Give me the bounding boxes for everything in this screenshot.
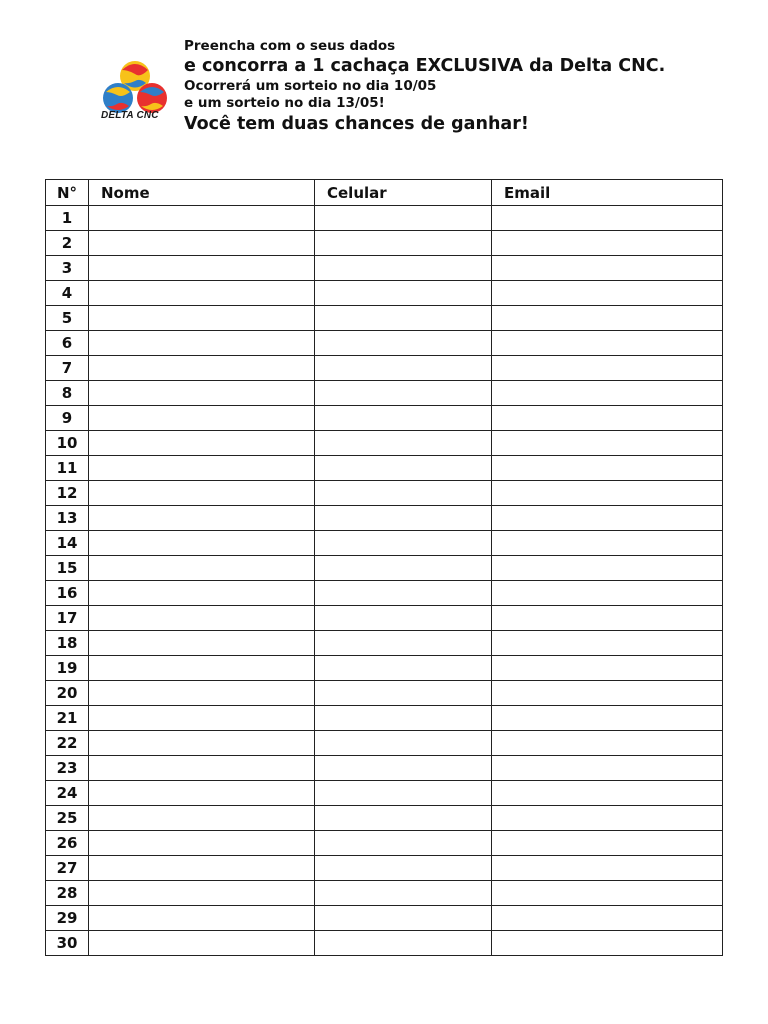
phone-cell xyxy=(315,581,492,606)
email-cell xyxy=(492,856,723,881)
phone-cell xyxy=(315,481,492,506)
phone-cell xyxy=(315,531,492,556)
email-cell xyxy=(492,206,723,231)
table-row xyxy=(46,206,723,231)
email-cell xyxy=(492,381,723,406)
table-row xyxy=(46,631,723,656)
phone-cell xyxy=(315,606,492,631)
email-cell xyxy=(492,581,723,606)
phone-cell xyxy=(315,706,492,731)
signup-table xyxy=(45,179,723,956)
email-cell xyxy=(492,506,723,531)
table-row xyxy=(46,556,723,581)
email-cell xyxy=(492,931,723,956)
column-header-phone: Celular xyxy=(315,180,492,206)
table-row xyxy=(46,306,723,331)
email-cell xyxy=(492,556,723,581)
email-cell xyxy=(492,781,723,806)
table-row xyxy=(46,531,723,556)
email-cell xyxy=(492,256,723,281)
name-cell xyxy=(89,506,315,531)
header-line-5: Você tem duas chances de ganhar! xyxy=(184,114,529,134)
table-row xyxy=(46,606,723,631)
logo-text: DELTA CNC xyxy=(101,110,159,121)
row-number: 5 xyxy=(46,306,89,331)
table-row xyxy=(46,806,723,831)
phone-cell xyxy=(315,331,492,356)
phone-cell xyxy=(315,206,492,231)
row-number: 15 xyxy=(46,556,89,581)
email-cell xyxy=(492,881,723,906)
email-cell xyxy=(492,456,723,481)
table-header-row xyxy=(46,180,723,206)
row-number: 24 xyxy=(46,781,89,806)
name-cell xyxy=(89,781,315,806)
row-number: 10 xyxy=(46,431,89,456)
phone-cell xyxy=(315,906,492,931)
name-cell xyxy=(89,631,315,656)
row-number: 12 xyxy=(46,481,89,506)
email-cell xyxy=(492,806,723,831)
row-number: 7 xyxy=(46,356,89,381)
email-cell xyxy=(492,356,723,381)
name-cell xyxy=(89,231,315,256)
table-row xyxy=(46,581,723,606)
phone-cell xyxy=(315,756,492,781)
name-cell xyxy=(89,756,315,781)
table-row xyxy=(46,931,723,956)
table-row xyxy=(46,281,723,306)
name-cell xyxy=(89,356,315,381)
column-header-email: Email xyxy=(492,180,723,206)
row-number: 2 xyxy=(46,231,89,256)
name-cell xyxy=(89,556,315,581)
name-cell xyxy=(89,481,315,506)
row-number: 11 xyxy=(46,456,89,481)
row-number: 16 xyxy=(46,581,89,606)
phone-cell xyxy=(315,431,492,456)
name-cell xyxy=(89,906,315,931)
table-row xyxy=(46,431,723,456)
name-cell xyxy=(89,706,315,731)
row-number: 9 xyxy=(46,406,89,431)
email-cell xyxy=(492,681,723,706)
table-row xyxy=(46,656,723,681)
email-cell xyxy=(492,281,723,306)
name-cell xyxy=(89,731,315,756)
table-row xyxy=(46,256,723,281)
name-cell xyxy=(89,931,315,956)
name-cell xyxy=(89,281,315,306)
header-text xyxy=(184,38,744,136)
table-row xyxy=(46,881,723,906)
phone-cell xyxy=(315,856,492,881)
row-number: 28 xyxy=(46,881,89,906)
table-row xyxy=(46,231,723,256)
name-cell xyxy=(89,456,315,481)
table-row xyxy=(46,681,723,706)
name-cell xyxy=(89,406,315,431)
row-number: 4 xyxy=(46,281,89,306)
table-row xyxy=(46,906,723,931)
phone-cell xyxy=(315,456,492,481)
email-cell xyxy=(492,606,723,631)
table-row xyxy=(46,456,723,481)
email-cell xyxy=(492,756,723,781)
column-header-number: N° xyxy=(46,180,89,206)
email-cell xyxy=(492,231,723,256)
row-number: 13 xyxy=(46,506,89,531)
table-row xyxy=(46,481,723,506)
name-cell xyxy=(89,681,315,706)
phone-cell xyxy=(315,256,492,281)
phone-cell xyxy=(315,656,492,681)
email-cell xyxy=(492,706,723,731)
email-cell xyxy=(492,331,723,356)
phone-cell xyxy=(315,781,492,806)
row-number: 18 xyxy=(46,631,89,656)
table-row xyxy=(46,406,723,431)
row-number: 17 xyxy=(46,606,89,631)
phone-cell xyxy=(315,881,492,906)
email-cell xyxy=(492,656,723,681)
email-cell xyxy=(492,906,723,931)
email-cell xyxy=(492,481,723,506)
row-number: 23 xyxy=(46,756,89,781)
name-cell xyxy=(89,831,315,856)
phone-cell xyxy=(315,381,492,406)
phone-cell xyxy=(315,556,492,581)
name-cell xyxy=(89,656,315,681)
row-number: 27 xyxy=(46,856,89,881)
name-cell xyxy=(89,306,315,331)
name-cell xyxy=(89,531,315,556)
name-cell xyxy=(89,606,315,631)
row-number: 14 xyxy=(46,531,89,556)
row-number: 29 xyxy=(46,906,89,931)
name-cell xyxy=(89,856,315,881)
name-cell xyxy=(89,431,315,456)
email-cell xyxy=(492,631,723,656)
name-cell xyxy=(89,206,315,231)
phone-cell xyxy=(315,631,492,656)
row-number: 6 xyxy=(46,331,89,356)
name-cell xyxy=(89,881,315,906)
phone-cell xyxy=(315,306,492,331)
row-number: 3 xyxy=(46,256,89,281)
name-cell xyxy=(89,331,315,356)
row-number: 8 xyxy=(46,381,89,406)
header-line-4: e um sorteio no dia 13/05! xyxy=(184,95,385,111)
row-number: 22 xyxy=(46,731,89,756)
row-number: 21 xyxy=(46,706,89,731)
phone-cell xyxy=(315,806,492,831)
table-row xyxy=(46,781,723,806)
row-number: 26 xyxy=(46,831,89,856)
name-cell xyxy=(89,256,315,281)
phone-cell xyxy=(315,931,492,956)
row-number: 1 xyxy=(46,206,89,231)
table-row xyxy=(46,331,723,356)
table-row xyxy=(46,856,723,881)
email-cell xyxy=(492,731,723,756)
table-row xyxy=(46,756,723,781)
phone-cell xyxy=(315,506,492,531)
header-line-2: e concorra a 1 cachaça EXCLUSIVA da Delta CNC. xyxy=(184,56,666,76)
phone-cell xyxy=(315,681,492,706)
phone-cell xyxy=(315,231,492,256)
table-row xyxy=(46,831,723,856)
phone-cell xyxy=(315,831,492,856)
name-cell xyxy=(89,581,315,606)
table-body xyxy=(46,206,723,956)
name-cell xyxy=(89,381,315,406)
row-number: 25 xyxy=(46,806,89,831)
table-row xyxy=(46,381,723,406)
table-row xyxy=(46,706,723,731)
email-cell xyxy=(492,831,723,856)
table-row xyxy=(46,506,723,531)
column-header-name: Nome xyxy=(89,180,315,206)
row-number: 20 xyxy=(46,681,89,706)
row-number: 30 xyxy=(46,931,89,956)
phone-cell xyxy=(315,406,492,431)
row-number: 19 xyxy=(46,656,89,681)
email-cell xyxy=(492,306,723,331)
phone-cell xyxy=(315,356,492,381)
email-cell xyxy=(492,406,723,431)
email-cell xyxy=(492,531,723,556)
phone-cell xyxy=(315,281,492,306)
header-line-3: Ocorrerá um sorteio no dia 10/05 xyxy=(184,78,437,94)
table-row xyxy=(46,731,723,756)
email-cell xyxy=(492,431,723,456)
phone-cell xyxy=(315,731,492,756)
name-cell xyxy=(89,806,315,831)
table-row xyxy=(46,356,723,381)
header-line-1: Preencha com o seus dados xyxy=(184,38,396,54)
